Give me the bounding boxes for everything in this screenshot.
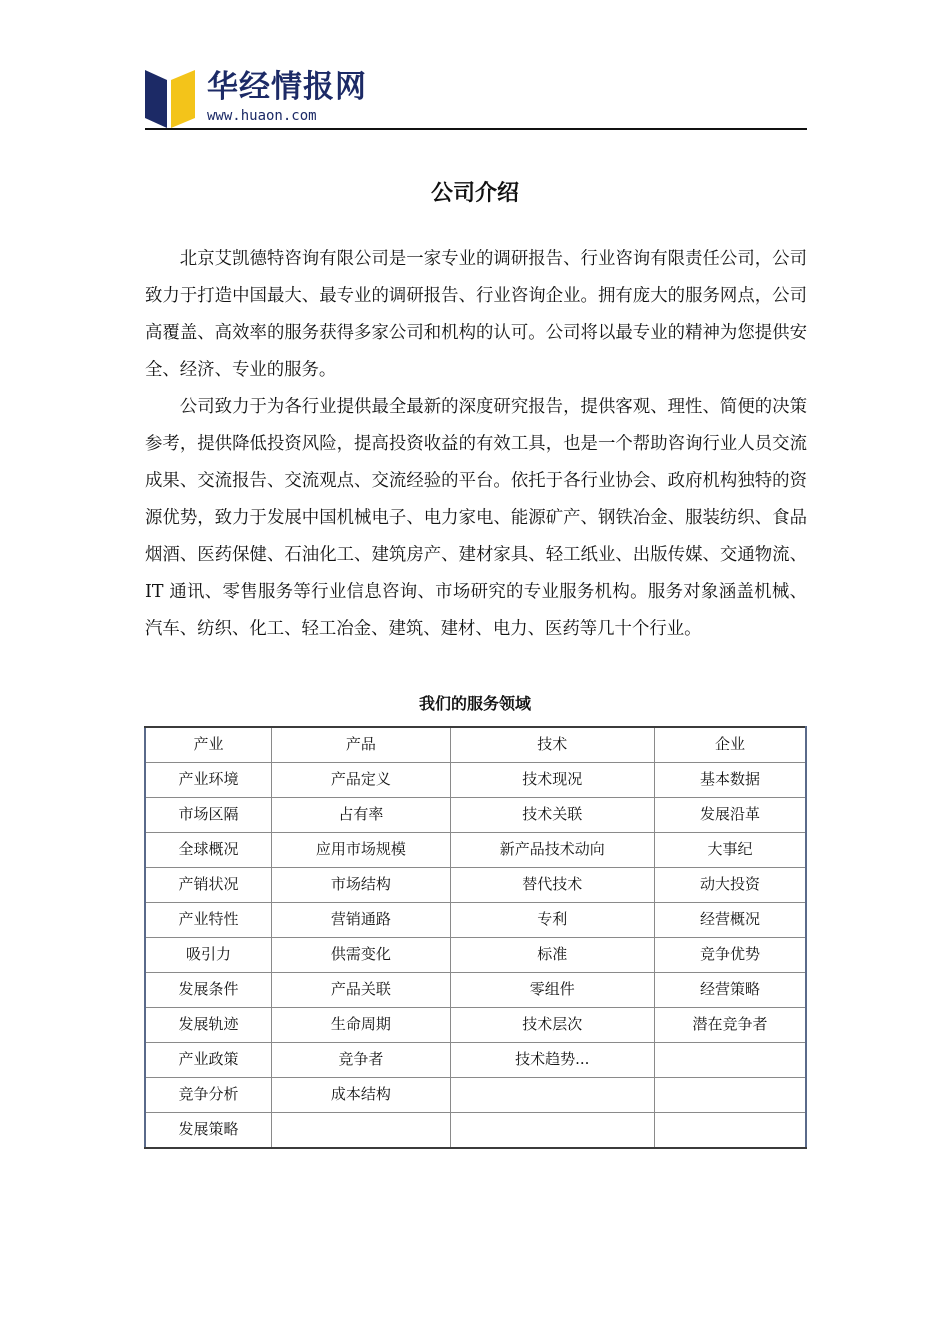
table-cell: 发展条件 [145, 973, 272, 1008]
table-row [145, 833, 806, 868]
table-cell: 产业环境 [145, 763, 272, 798]
header-divider [145, 128, 807, 130]
table-cell [654, 1113, 806, 1149]
table-row [145, 763, 806, 798]
table-cell: 吸引力 [145, 938, 272, 973]
table-cell [654, 1078, 806, 1113]
table-row [145, 1043, 806, 1078]
table-cell: 发展沿革 [654, 798, 806, 833]
table-cell: 产品定义 [272, 763, 450, 798]
table-cell: 基本数据 [654, 763, 806, 798]
table-body [145, 763, 806, 1149]
table-row [145, 798, 806, 833]
table-cell: 潜在竞争者 [654, 1008, 806, 1043]
table-title: 我们的服务领域 [418, 694, 531, 713]
table-cell: 专利 [450, 903, 654, 938]
table-cell: 全球概况 [145, 833, 272, 868]
table-cell: 产业政策 [145, 1043, 272, 1078]
intro-paragraph-1: 北京艾凯德特咨询有限公司是一家专业的调研报告、行业咨询有限责任公司，公司致力于打造中国最大、最专业的调研报告、行业咨询企业。拥有庞大的服务网点，公司高覆盖、高效率的服务获得多家公司和机构的认可。公司将以最专业的精神为您提供安全、经济、专业的服务。 [145, 249, 807, 380]
table-row [145, 1008, 806, 1043]
table-header-row [145, 727, 806, 763]
table-cell [272, 1113, 450, 1149]
table-cell: 产品关联 [272, 973, 450, 1008]
table-row [145, 938, 806, 973]
logo-name: 华经情报网 [207, 69, 367, 105]
table-row [145, 973, 806, 1008]
header-cell: 技术 [450, 727, 654, 763]
table-cell: 占有率 [272, 798, 450, 833]
page-title: 公司介绍 [430, 181, 519, 206]
table-cell: 替代技术 [450, 868, 654, 903]
table-cell: 新产品技术动向 [450, 833, 654, 868]
table-cell [450, 1113, 654, 1149]
table-cell: 标准 [450, 938, 654, 973]
table-row [145, 903, 806, 938]
table-cell: 技术趋势... [450, 1043, 654, 1078]
table-cell: 技术现况 [450, 763, 654, 798]
table-cell: 产业特性 [145, 903, 272, 938]
table-cell: 产销状况 [145, 868, 272, 903]
table-cell: 竞争分析 [145, 1078, 272, 1113]
table-cell: 零组件 [450, 973, 654, 1008]
table-cell: 技术关联 [450, 798, 654, 833]
table-cell: 市场结构 [272, 868, 450, 903]
table-cell: 技术层次 [450, 1008, 654, 1043]
table-cell: 大事纪 [654, 833, 806, 868]
service-table [144, 726, 807, 1149]
table-row [145, 1078, 806, 1113]
table-cell: 竞争优势 [654, 938, 806, 973]
table-cell: 市场区隔 [145, 798, 272, 833]
header-cell: 企业 [654, 727, 806, 763]
table-cell: 营销通路 [272, 903, 450, 938]
table-cell: 经营策略 [654, 973, 806, 1008]
table-cell: 经营概况 [654, 903, 806, 938]
table-cell [654, 1043, 806, 1078]
table-cell: 发展轨迹 [145, 1008, 272, 1043]
table-cell [450, 1078, 654, 1113]
logo-url: www.huaon.com [207, 108, 317, 124]
table-cell: 生命周期 [272, 1008, 450, 1043]
table-row [145, 868, 806, 903]
table-row [145, 1113, 806, 1149]
intro-paragraph-2: 公司致力于为各行业提供最全最新的深度研究报告，提供客观、理性、简便的决策参考，提供降低投资风险，提高投资收益的有效工具，也是一个帮助咨询行业人员交流成果、交流报告、交流观点、交流经验的平台。依托于各行业协会、政府机构独特的资源优势，致力于发展中国机械电子、电力家电、能源矿产、钢铁冶金、服装纺织、食品烟酒、医药保健、石油化工、建筑房产、建材家具、轻工纸业、出版传媒、交通物流、IT 通讯、零售服务等行业信息咨询、市场研究的专业服务机构。服务对象涵盖机械、汽车、纺织、化工、轻工冶金、建筑、建材、电力、医药等几十个行业。 [145, 397, 807, 639]
table-cell: 供需变化 [272, 938, 450, 973]
table-cell: 竞争者 [272, 1043, 450, 1078]
intro-text [145, 241, 807, 648]
table-cell: 成本结构 [272, 1078, 450, 1113]
table-cell: 发展策略 [145, 1113, 272, 1149]
header-cell: 产品 [272, 727, 450, 763]
logo-book-icon [145, 70, 195, 128]
page-header [145, 66, 807, 132]
header-cell: 产业 [145, 727, 272, 763]
table-cell: 应用市场规模 [272, 833, 450, 868]
table-cell: 动大投资 [654, 868, 806, 903]
